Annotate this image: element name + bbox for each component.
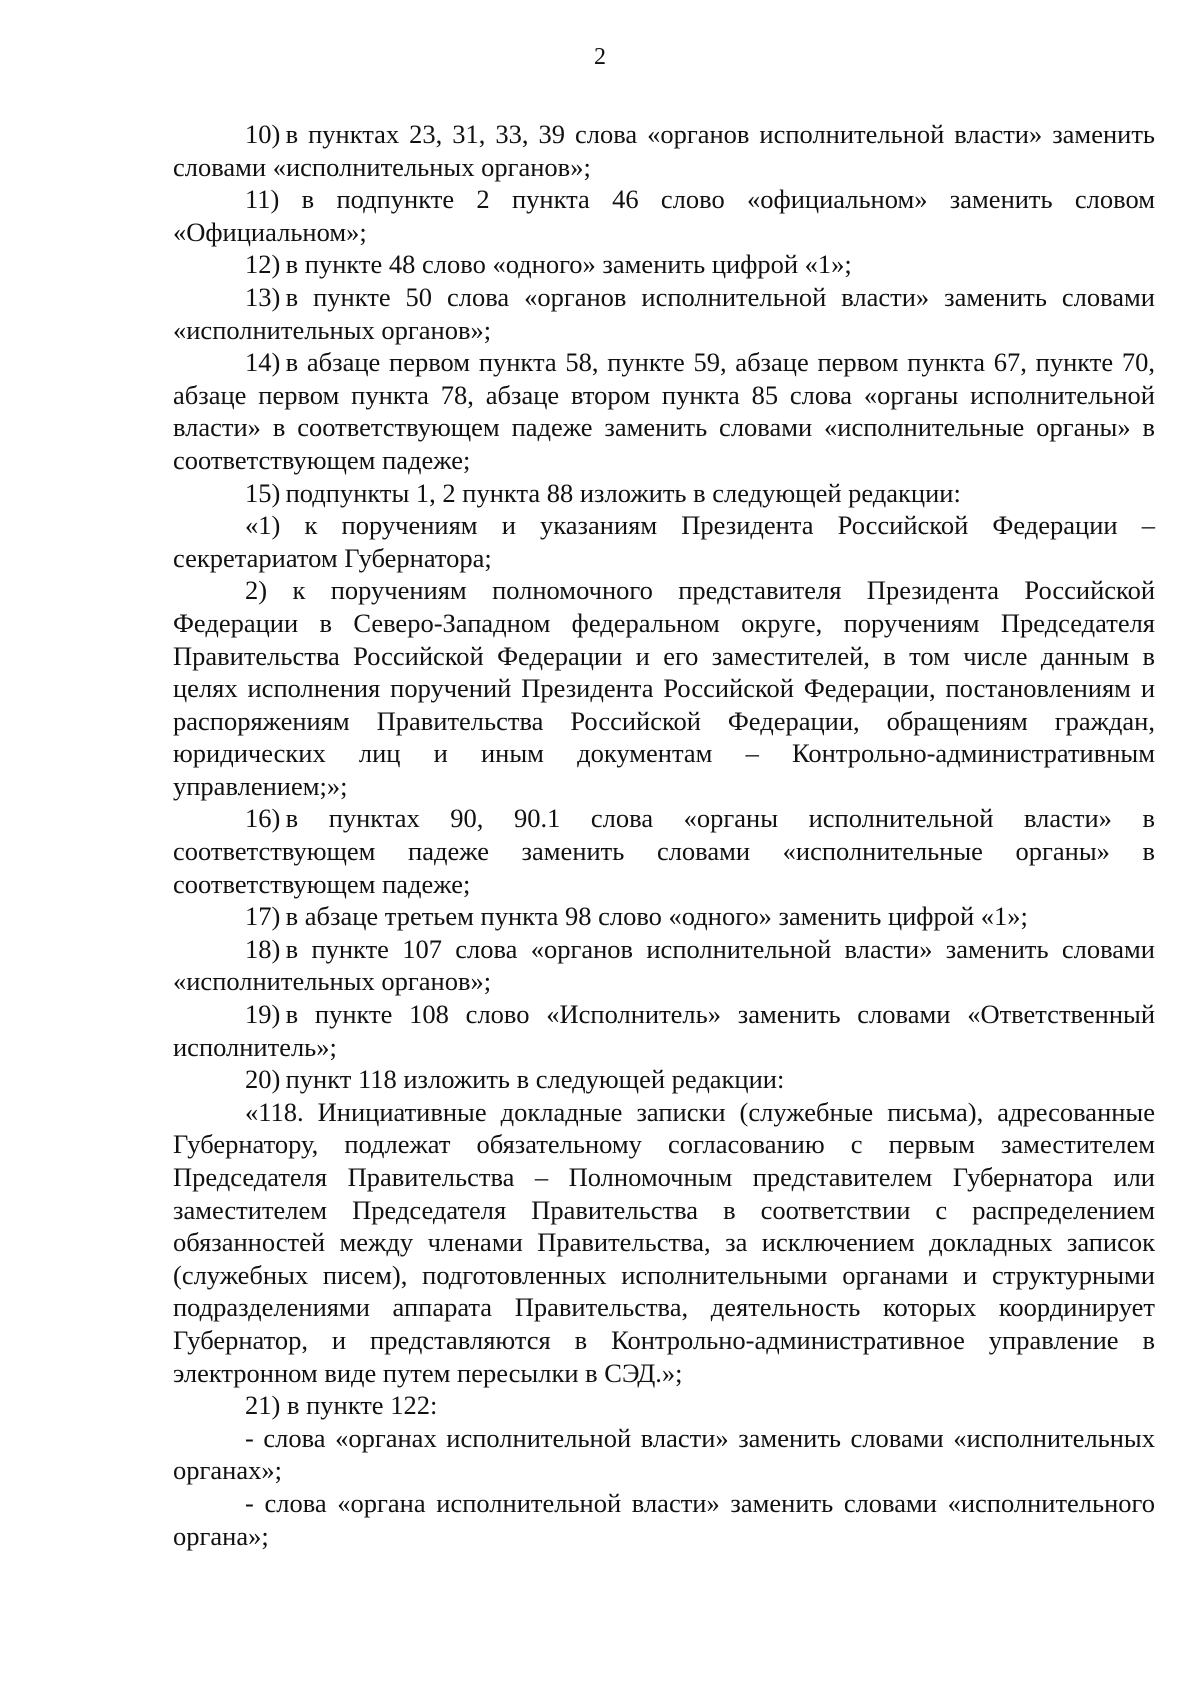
paragraph-18: 18) в пункте 107 слова «органов исполнительной власти» заменить словами «исполнительных органов»; bbox=[173, 933, 1155, 997]
paragraph-20: 20) пункт 118 изложить в следующей редакции: bbox=[245, 1064, 785, 1095]
page-number: 2 bbox=[594, 44, 606, 70]
paragraph-19: 19) в пункте 108 слово «Исполнитель» заменить словами «Ответственный исполнитель»; bbox=[173, 999, 1155, 1062]
document-body bbox=[173, 118, 1155, 1552]
paragraph-13: 13) в пункте 50 слова «органов исполнительной власти» заменить словами «исполнительных органов»; bbox=[173, 281, 1155, 345]
paragraph-15-item-2: 2) к поручениям полномочного представителя Президента Российской Федерации в Северо-Западном федеральном округе, поручениям Председателя Правительства Российской Федерации и его заместителей, в том числе данным в целях исполнения поручений Президента Российской Федерации, постановлениям и распоряжениям Правительства Российской Федерации, обращениям граждан, юридических лиц и иным документам – Контрольно-административным управлением;»; bbox=[173, 575, 1155, 801]
paragraph-21-bullet-2: - слова «органа исполнительной власти» заменить словами «исполнительного органа»; bbox=[173, 1487, 1155, 1551]
paragraph-15: 15) подпункты 1, 2 пункта 88 изложить в следующей редакции: bbox=[245, 477, 961, 508]
paragraph-10: 10) в пунктах 23, 31, 33, 39 слова «органов исполнительной власти» заменить словами «исполнительных органов»; bbox=[173, 119, 1155, 182]
paragraph-15-item-1: «1) к поручениям и указаниям Президента Российской Федерации – секретариатом Губернатора; bbox=[173, 510, 1155, 573]
paragraph-11: 11) в подпункте 2 пункта 46 слово «официальном» заменить словом «Официальном»; bbox=[173, 184, 1155, 247]
paragraph-17: 17) в абзаце третьем пункта 98 слово «одного» заменить цифрой «1»; bbox=[245, 901, 1028, 932]
paragraph-21: 21) в пункте 122: bbox=[245, 1390, 438, 1421]
paragraph-14: 14) в абзаце первом пункта 58, пункте 59, абзаце первом пункта 67, пункте 70, абзаце первом пункта 78, абзаце втором пункта 85 слова «органы исполнительной власти» в соответствующем падеже заменить словами «исполнительные органы» в соответствующем падеже; bbox=[173, 347, 1155, 475]
paragraph-12: 12) в пункте 48 слово «одного» заменить цифрой «1»; bbox=[245, 249, 852, 280]
paragraph-20-point-118: «118. Инициативные докладные записки (служебные письма), адресованные Губернатору, подлежат обязательному согласованию с первым заместителем Председателя Правительства – Полномочным представителем Губернатора или заместителем Председателя Правительства в соответствии с распределением обязанностей между членами Правительства, за исключением докладных записок (служебных писем), подготовленных исполнительными органами и структурными подразделениями аппарата Правительства, деятельность которых координирует Губернатор, и представляются в Контрольно-административное управление в электронном виде путем пересылки в СЭД.»; bbox=[173, 1096, 1155, 1388]
paragraph-16: 16) в пунктах 90, 90.1 слова «органы исполнительной власти» в соответствующем падеже заменить словами «исполнительные органы» в соответствующем падеже; bbox=[173, 803, 1155, 899]
paragraph-21-bullet-1: - слова «органах исполнительной власти» заменить словами «исполнительных органах»; bbox=[173, 1422, 1155, 1486]
